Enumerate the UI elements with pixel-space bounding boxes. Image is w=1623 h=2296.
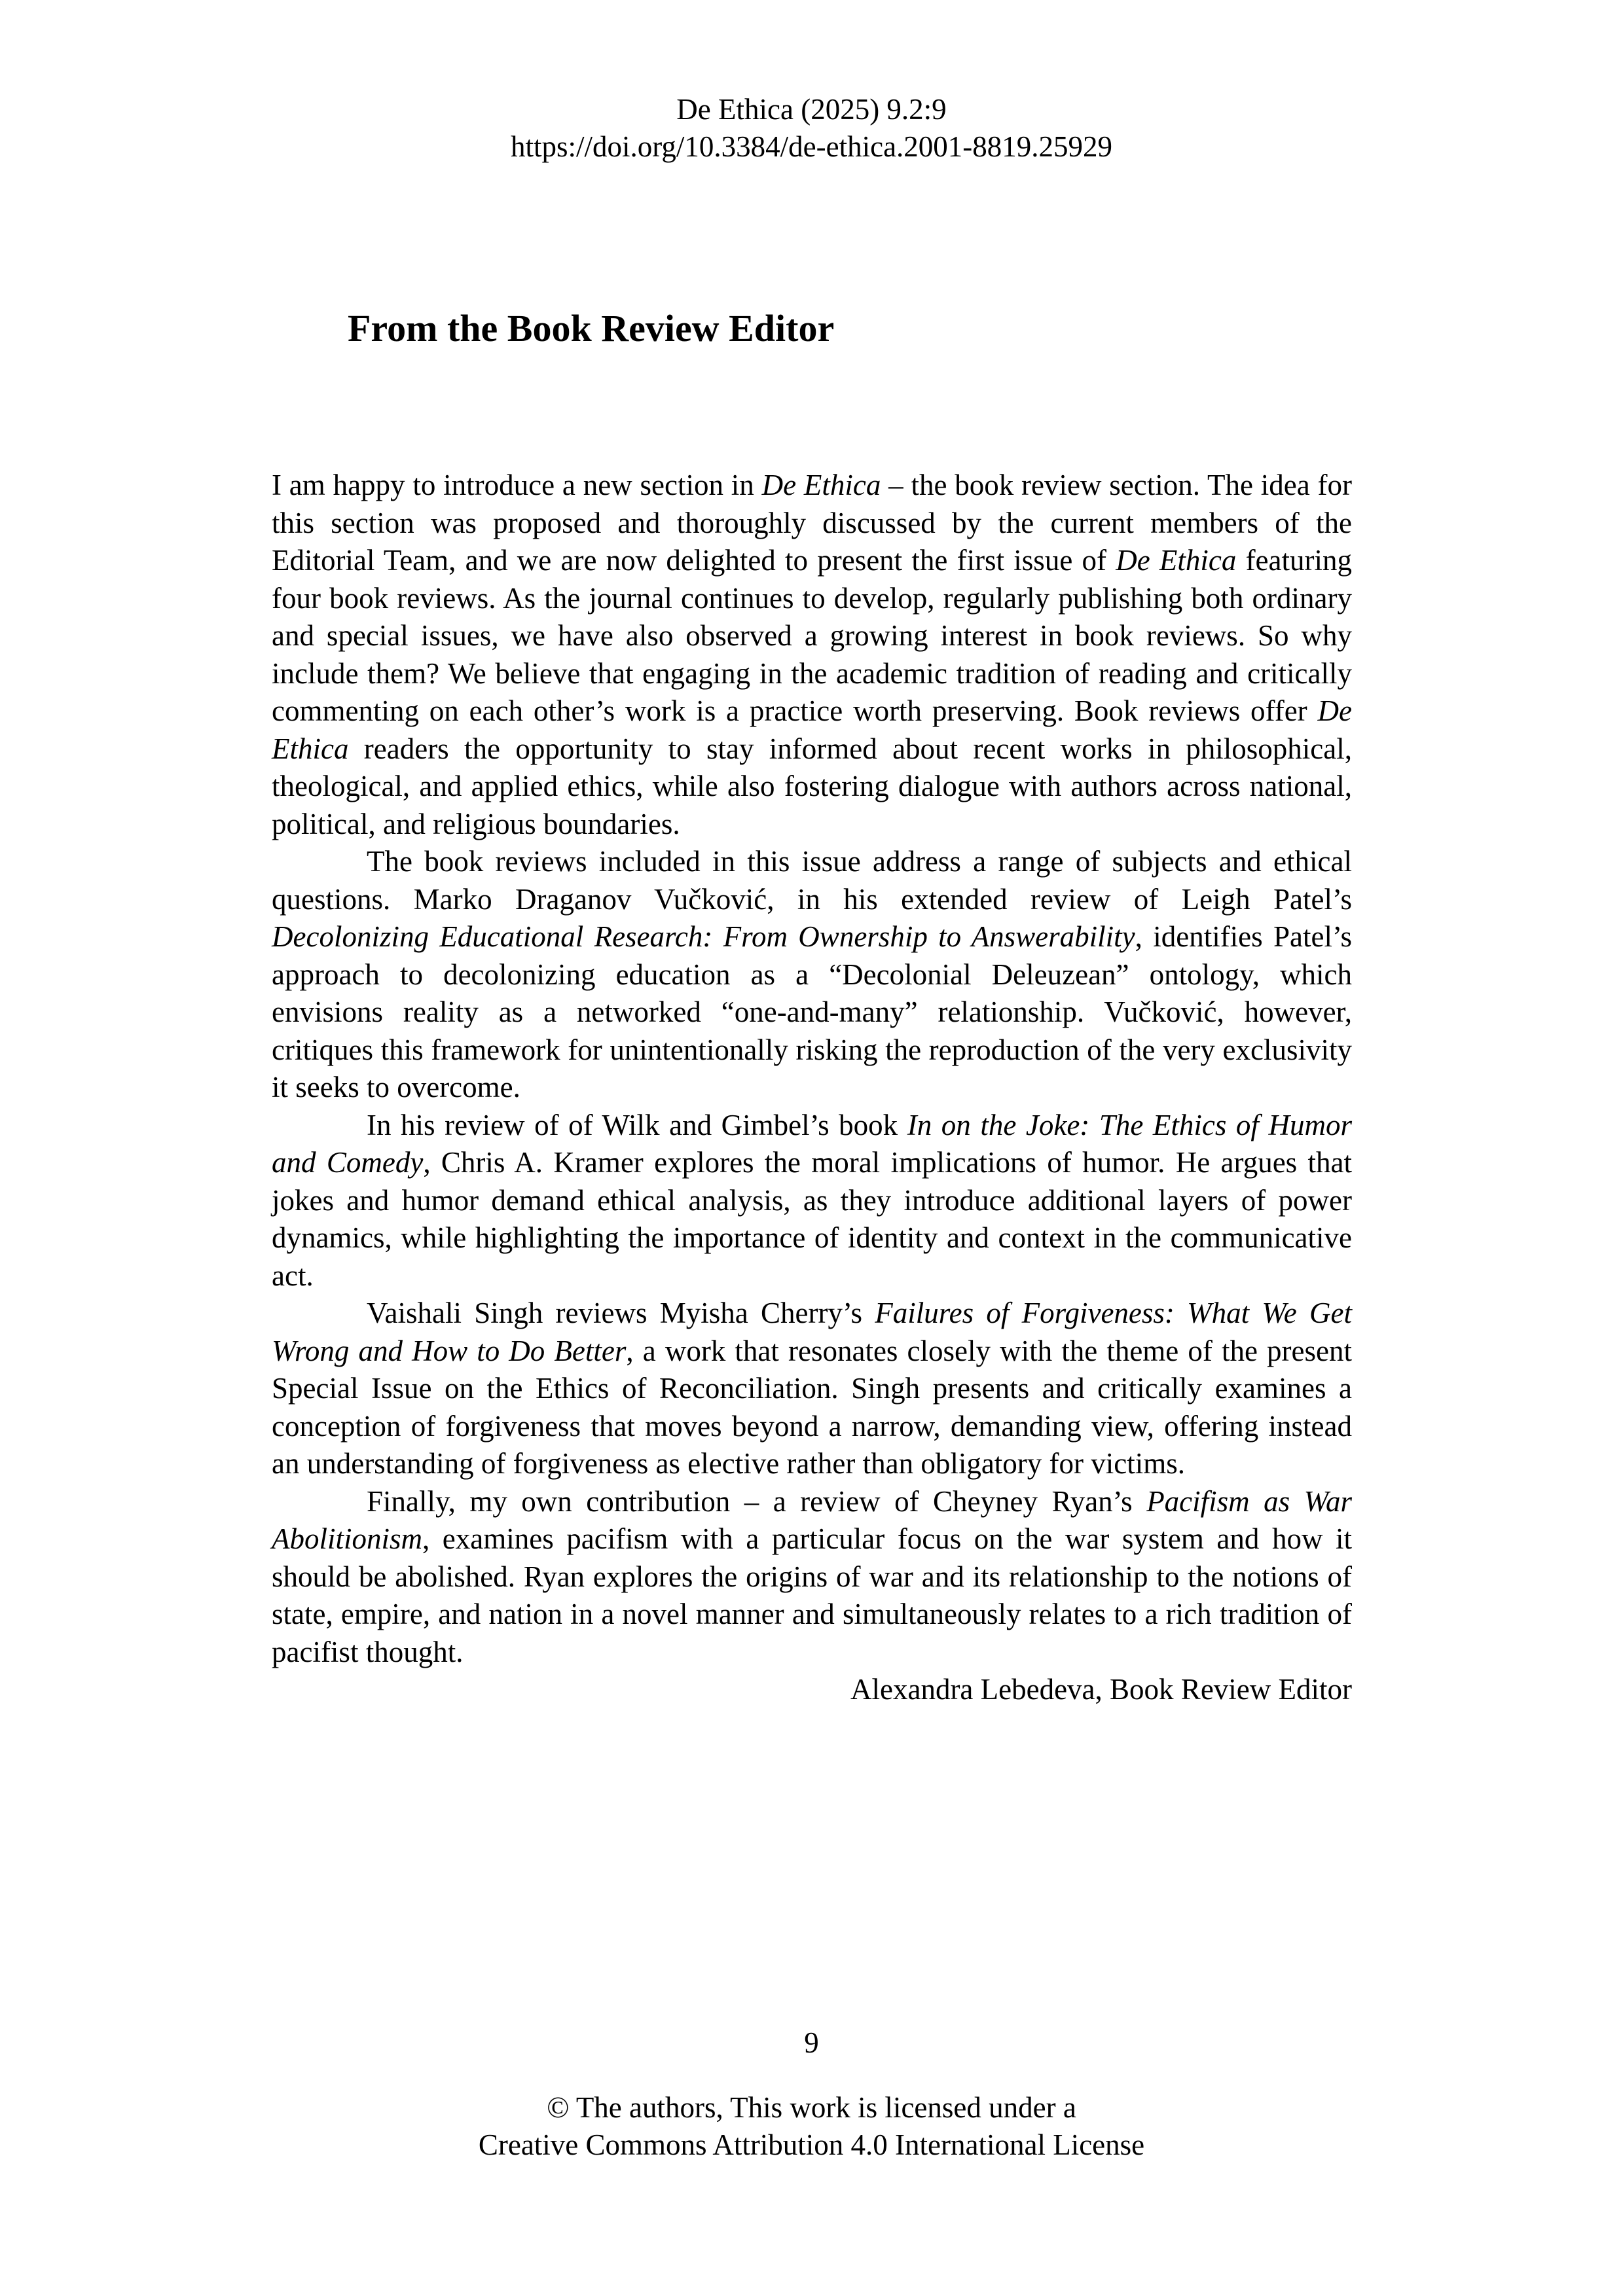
plain-text: featuring four book reviews. As the journal continues to develop, regularly publishing both ordinary and special issues, we have also observed a growing interest in book reviews. So why include them? We believe that engaging in the academic tradition of reading and critically commenting on each other’s work is a practice worth preserving. Book reviews offer bbox=[272, 544, 1352, 727]
plain-text: The book reviews included in this issue address a range of subjects and ethical questions. Marko Draganov Vučković, in his extended review of Leigh Patel’s bbox=[272, 845, 1352, 916]
plain-text: , identifies Patel’s approach to decolonizing education as a “Decolonial Deleuzean” ontology, which envisions reality as a networked “one-and-many” relationship. Vučković, however, critiques this framework for unintentionally risking the reproduction of the very exclusivity it seeks to overcome. bbox=[272, 920, 1352, 1103]
license-notice bbox=[0, 2089, 1623, 2164]
license-line-2: Creative Commons Attribution 4.0 International License bbox=[478, 2128, 1145, 2161]
page-header bbox=[0, 91, 1623, 166]
plain-text: Vaishali Singh reviews Myisha Cherry’s bbox=[367, 1297, 875, 1329]
paragraph bbox=[272, 1295, 1352, 1483]
plain-text: – the book review section. The idea for this section was proposed and thoroughly discussed by the current members of the Editorial Team, and we are now delighted to present the first issue of bbox=[272, 469, 1352, 577]
paragraph bbox=[272, 843, 1352, 1107]
page-number: 9 bbox=[804, 2026, 819, 2059]
page-title: From the Book Review Editor bbox=[348, 307, 835, 350]
plain-text: Finally, my own contribution – a review of Cheyney Ryan’s bbox=[367, 1484, 1147, 1518]
paragraph bbox=[272, 1107, 1352, 1295]
plain-text: , Chris A. Kramer explores the moral implications of humor. He argues that jokes and humor demand ethical analysis, as they introduce additional layers of power dynamics, while highlighting the importance of identity and context in the communicative act. bbox=[272, 1146, 1353, 1292]
paragraph bbox=[272, 467, 1352, 843]
plain-text: In his review of of Wilk and Gimbel’s book bbox=[367, 1108, 907, 1141]
plain-text: readers the opportunity to stay informed about recent works in philosophical, theological, and applied ethics, while also fostering dialogue with authors across national, political, and religious boundaries. bbox=[272, 732, 1352, 840]
italic-text: De Ethica bbox=[761, 469, 881, 501]
italic-text: Failures of Forgiveness: What We Get Wrong and How to Do Better bbox=[272, 1297, 1353, 1367]
plain-text: , examines pacifism with a particular focus on the war system and how it should be abolished. Ryan explores the origins of war and its relationship to the notions of state, empire, and nation in a novel manner and simultaneously relates to a rich tradition of pacifist thought. bbox=[272, 1522, 1352, 1668]
body-paragraphs bbox=[272, 467, 1352, 1671]
italic-text: De Ethica bbox=[1116, 544, 1237, 577]
italic-text: In on the Joke: The Ethics of Humor and Comedy bbox=[272, 1108, 1352, 1179]
italic-text: De Ethica bbox=[272, 694, 1352, 765]
journal-citation: De Ethica (2025) 9.2:9 bbox=[676, 93, 947, 126]
signature-line: Alexandra Lebedeva, Book Review Editor bbox=[850, 1673, 1352, 1706]
paragraph bbox=[272, 1483, 1352, 1672]
license-line-1: © The authors, This work is licensed under a bbox=[547, 2091, 1076, 2124]
italic-text: Pacifism as War Abolitionism bbox=[272, 1484, 1353, 1555]
body-text bbox=[272, 467, 1352, 1709]
plain-text: I am happy to introduce a new section in bbox=[272, 469, 762, 501]
italic-text: Decolonizing Educational Research: From Ownership to Answerability bbox=[272, 920, 1135, 953]
plain-text: , a work that resonates closely with the theme of the present Special Issue on the Ethics of Reconciliation. Singh presents and critically examines a conception of forgiveness that moves beyond a narrow, demanding view, offering instead an understanding of forgiveness as elective rather than obligatory for victims. bbox=[272, 1334, 1353, 1480]
doi-line: https://doi.org/10.3384/de-ethica.2001-8819.25929 bbox=[510, 130, 1113, 163]
